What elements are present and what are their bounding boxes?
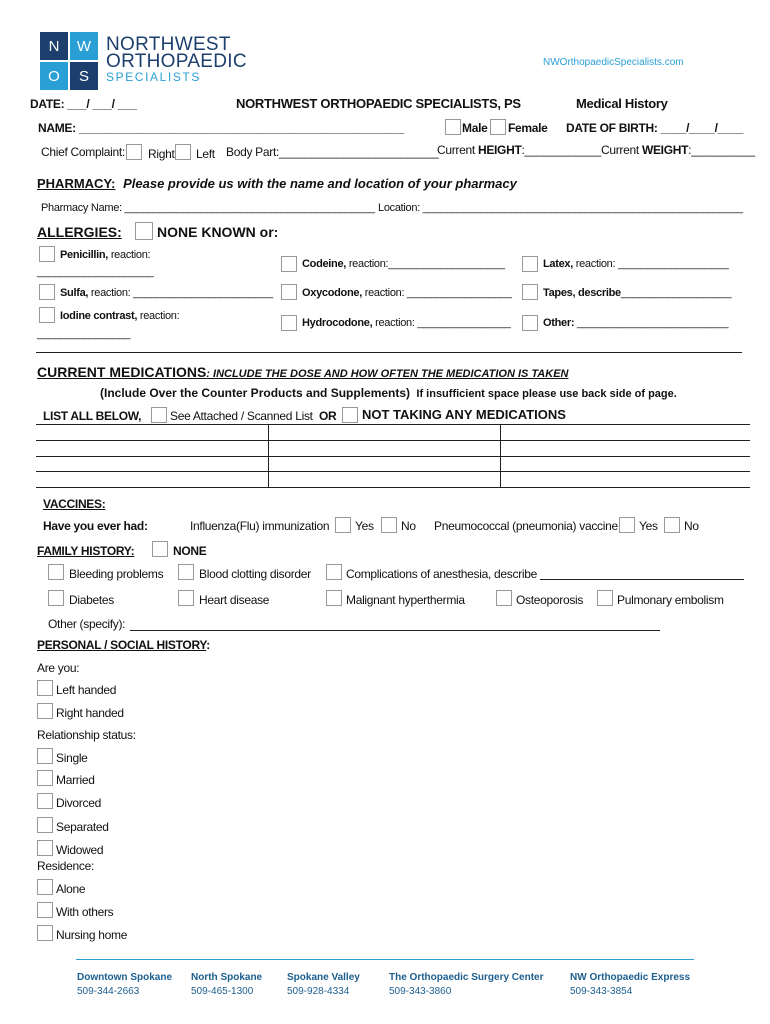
flu-yes-label: Yes: [355, 519, 374, 533]
iodine-reaction-line[interactable]: ________________: [37, 328, 131, 340]
footer-location-name: The Orthopaedic Surgery Center: [389, 972, 544, 983]
medications-heading-row: [37, 364, 568, 380]
pharmacy-instruction: Please provide us with the name and location of your pharmacy: [123, 176, 517, 191]
iodine-label: Iodine contrast,: [60, 310, 138, 322]
codeine-reaction: reaction:____________________: [346, 258, 505, 270]
vaccines-heading: VACCINES:: [43, 497, 106, 511]
allergies-heading: ALLERGIES:: [37, 224, 122, 240]
are-you-label: Are you:: [37, 661, 80, 675]
otc-note-row: [100, 386, 677, 400]
table-cell[interactable]: [500, 472, 750, 488]
footer-location-phone: 509-343-3854: [570, 986, 633, 997]
right-checkbox[interactable]: [126, 144, 142, 160]
table-cell[interactable]: [36, 441, 268, 457]
website-link[interactable]: NWOrthopaedicSpecialists.com: [543, 57, 684, 68]
hyperthermia-label: Malignant hyperthermia: [346, 593, 465, 607]
otc-note: If insufficient space please use back side of page.: [416, 388, 677, 400]
footer-location-phone: 509-465-1300: [191, 986, 254, 997]
not-taking-label: NOT TAKING ANY MEDICATIONS: [362, 407, 566, 422]
oxycodone-reaction: reaction: __________________: [361, 287, 512, 299]
hydrocodone-checkbox[interactable]: [281, 315, 297, 331]
left-handed-checkbox[interactable]: [37, 680, 53, 696]
bleeding-label: Bleeding problems: [69, 567, 164, 581]
left-checkbox[interactable]: [175, 144, 191, 160]
body-part-field[interactable]: Body Part:_________________________: [226, 145, 439, 159]
alone-checkbox[interactable]: [37, 879, 53, 895]
flu-no-label: No: [401, 519, 416, 533]
none-known-label: NONE KNOWN or:: [157, 224, 279, 240]
weight-prefix: Current: [601, 143, 642, 157]
tapes-field[interactable]: [543, 287, 731, 299]
footer-location-phone: 509-344-2663: [77, 986, 140, 997]
alone-label: Alone: [56, 882, 86, 896]
pneumo-yes-checkbox[interactable]: [619, 517, 635, 533]
otc-label: (Include Over the Counter Products and Supplements): [100, 386, 411, 400]
widowed-checkbox[interactable]: [37, 840, 53, 856]
other-allergy-label: Other:: [543, 317, 575, 329]
pneumo-no-label: No: [684, 519, 699, 533]
right-label: Right: [148, 147, 175, 161]
none-known-checkbox[interactable]: [135, 222, 153, 240]
nursing-home-label: Nursing home: [56, 928, 128, 942]
footer-location-name: Spokane Valley: [287, 972, 360, 983]
clotting-checkbox[interactable]: [178, 564, 194, 580]
embolism-checkbox[interactable]: [597, 590, 613, 606]
name-field[interactable]: NAME: ___________________________________________________: [38, 121, 404, 135]
separated-label: Separated: [56, 820, 109, 834]
anesthesia-checkbox[interactable]: [326, 564, 342, 580]
penicillin-reaction-line[interactable]: ____________________: [37, 266, 154, 278]
female-label: Female: [508, 121, 548, 135]
logo-letter-s: S: [70, 62, 98, 90]
logo-wordmark: [106, 36, 247, 70]
list-all-label: LIST ALL BELOW,: [43, 409, 142, 423]
female-checkbox[interactable]: [490, 119, 506, 135]
footer-rule: [76, 959, 694, 960]
tapes-describe: ___________________: [620, 287, 732, 299]
logo-mark: [40, 32, 98, 90]
male-label: Male: [462, 121, 488, 135]
dob-field[interactable]: DATE OF BIRTH: ____/____/____: [566, 121, 744, 135]
form-title: Medical History: [576, 96, 668, 111]
not-taking-checkbox[interactable]: [342, 407, 358, 423]
with-others-checkbox[interactable]: [37, 902, 53, 918]
heart-disease-checkbox[interactable]: [178, 590, 194, 606]
other-allergy-checkbox[interactable]: [522, 315, 538, 331]
penicillin-checkbox[interactable]: [39, 246, 55, 262]
penicillin-reaction: reaction:: [108, 249, 151, 261]
sulfa-label: Sulfa,: [60, 287, 89, 299]
oxycodone-checkbox[interactable]: [281, 284, 297, 300]
latex-reaction: reaction: ___________________: [573, 258, 729, 270]
left-handed-label: Left handed: [56, 683, 117, 697]
date-label: DATE: ___/ ___/ ___: [30, 97, 137, 111]
height-label: HEIGHT: [477, 143, 522, 157]
weight-label: WEIGHT: [641, 143, 689, 157]
codeine-checkbox[interactable]: [281, 256, 297, 272]
sulfa-reaction: reaction: ________________________: [88, 287, 273, 299]
footer-location-name: NW Orthopaedic Express: [570, 972, 691, 983]
flu-no-checkbox[interactable]: [381, 517, 397, 533]
footer-location-phone: 509-928-4334: [287, 986, 350, 997]
table-cell[interactable]: [36, 472, 268, 488]
or-label: OR: [319, 409, 337, 423]
nursing-home-checkbox[interactable]: [37, 925, 53, 941]
relationship-label: Relationship status:: [37, 728, 136, 742]
table-cell[interactable]: [36, 425, 268, 441]
pharmacy-name-field[interactable]: Pharmacy Name: ___________________________________________: [41, 202, 375, 214]
logo-line-3: SPECIALISTS: [106, 70, 201, 84]
family-none-checkbox[interactable]: [152, 541, 168, 557]
separated-checkbox[interactable]: [37, 817, 53, 833]
pharmacy-location-field[interactable]: Location: _______________________________________________________: [378, 202, 743, 214]
height-blank: :____________: [521, 143, 602, 157]
chief-complaint-label: Chief Complaint:: [41, 145, 125, 159]
footer-location-phone: 509-343-3860: [389, 986, 452, 997]
family-other-label: Other (specify):: [48, 617, 126, 631]
codeine-label: Codeine,: [302, 258, 347, 270]
single-checkbox[interactable]: [37, 748, 53, 764]
medications-instruction: : INCLUDE THE DOSE AND HOW OFTEN THE MEDICATION IS TAKEN: [206, 368, 569, 380]
table-cell[interactable]: [268, 472, 500, 488]
family-none-label: NONE: [173, 544, 207, 558]
personal-heading-colon: :: [206, 638, 210, 652]
left-label: Left: [196, 147, 215, 161]
hyperthermia-checkbox[interactable]: [326, 590, 342, 606]
org-name: NORTHWEST ORTHOPAEDIC SPECIALISTS, PS: [236, 96, 521, 111]
latex-label: Latex,: [543, 258, 573, 270]
oxycodone-label: Oxycodone,: [302, 287, 362, 299]
sulfa-field[interactable]: [60, 287, 273, 299]
right-handed-checkbox[interactable]: [37, 703, 53, 719]
osteoporosis-label: Osteoporosis: [516, 593, 584, 607]
single-label: Single: [56, 751, 88, 765]
weight-field[interactable]: [601, 143, 755, 157]
with-others-label: With others: [56, 905, 114, 919]
embolism-label: Pulmonary embolism: [617, 593, 724, 607]
married-label: Married: [56, 773, 95, 787]
table-cell[interactable]: [36, 456, 268, 472]
footer-location-name: North Spokane: [191, 972, 263, 983]
sulfa-checkbox[interactable]: [39, 284, 55, 300]
height-field[interactable]: [437, 143, 601, 157]
section-divider: [36, 352, 742, 353]
right-handed-label: Right handed: [56, 706, 124, 720]
bleeding-checkbox[interactable]: [48, 564, 64, 580]
footer-location-name: Downtown Spokane: [77, 972, 172, 983]
flu-label: Influenza(Flu) immunization: [190, 519, 330, 533]
table-row: [36, 472, 750, 488]
see-attached-checkbox[interactable]: [151, 407, 167, 423]
medications-table: [36, 425, 750, 488]
see-attached-label: See Attached / Scanned List: [170, 409, 313, 423]
logo-letter-n: N: [40, 32, 68, 60]
anesthesia-label: Complications of anesthesia, describe: [346, 567, 538, 581]
tapes-label: Tapes, describe: [543, 287, 621, 299]
family-history-heading: FAMILY HISTORY:: [37, 544, 135, 558]
table-cell[interactable]: [268, 425, 500, 441]
iodine-reaction: reaction:: [137, 310, 180, 322]
widowed-label: Widowed: [56, 843, 104, 857]
penicillin-label: Penicillin,: [60, 249, 109, 261]
tapes-checkbox[interactable]: [522, 284, 538, 300]
iodine-field[interactable]: [60, 310, 179, 322]
latex-checkbox[interactable]: [522, 256, 538, 272]
table-row: [36, 456, 750, 472]
logo-letter-w: W: [70, 32, 98, 60]
hydrocodone-field[interactable]: [302, 317, 510, 329]
flu-yes-checkbox[interactable]: [335, 517, 351, 533]
medications-heading: CURRENT MEDICATIONS: [37, 364, 207, 380]
divorced-label: Divorced: [56, 796, 101, 810]
personal-heading: PERSONAL / SOCIAL HISTORY: [37, 638, 207, 652]
pneumo-yes-label: Yes: [639, 519, 658, 533]
latex-field[interactable]: [543, 258, 729, 270]
pneumo-label: Pneumococcal (pneumonia) vaccine: [434, 519, 618, 533]
family-other-line[interactable]: [130, 630, 660, 631]
diabetes-checkbox[interactable]: [48, 590, 64, 606]
heart-disease-label: Heart disease: [199, 593, 270, 607]
personal-heading-row: [37, 638, 210, 652]
iodine-checkbox[interactable]: [39, 307, 55, 323]
married-checkbox[interactable]: [37, 770, 53, 786]
table-cell[interactable]: [500, 456, 750, 472]
table-row: [36, 425, 750, 441]
osteoporosis-checkbox[interactable]: [496, 590, 512, 606]
hydrocodone-label: Hydrocodone,: [302, 317, 373, 329]
male-checkbox[interactable]: [445, 119, 461, 135]
other-allergy-line: __________________________: [574, 317, 729, 329]
table-cell[interactable]: [500, 425, 750, 441]
logo-line-2: ORTHOPAEDIC: [106, 51, 247, 72]
table-row: [36, 441, 750, 457]
vaccines-question: Have you ever had:: [43, 519, 148, 533]
codeine-field[interactable]: [302, 258, 505, 270]
oxycodone-field[interactable]: [302, 287, 512, 299]
table-cell[interactable]: [268, 441, 500, 457]
pneumo-no-checkbox[interactable]: [664, 517, 680, 533]
penicillin-field[interactable]: [60, 249, 150, 261]
table-cell[interactable]: [500, 441, 750, 457]
clotting-label: Blood clotting disorder: [199, 567, 311, 581]
weight-blank: :__________: [688, 143, 755, 157]
diabetes-label: Diabetes: [69, 593, 114, 607]
pharmacy-section: [37, 176, 517, 191]
hydrocodone-reaction: reaction: ________________: [372, 317, 511, 329]
pharmacy-heading: PHARMACY:: [37, 176, 116, 191]
logo-letter-o: O: [40, 62, 68, 90]
height-prefix: Current: [437, 143, 478, 157]
anesthesia-describe-line[interactable]: [540, 579, 744, 580]
table-cell[interactable]: [268, 456, 500, 472]
divorced-checkbox[interactable]: [37, 793, 53, 809]
logo-line-1: NORTHWEST: [106, 34, 231, 55]
other-allergy-field[interactable]: [543, 317, 728, 329]
residence-label: Residence:: [37, 859, 95, 873]
